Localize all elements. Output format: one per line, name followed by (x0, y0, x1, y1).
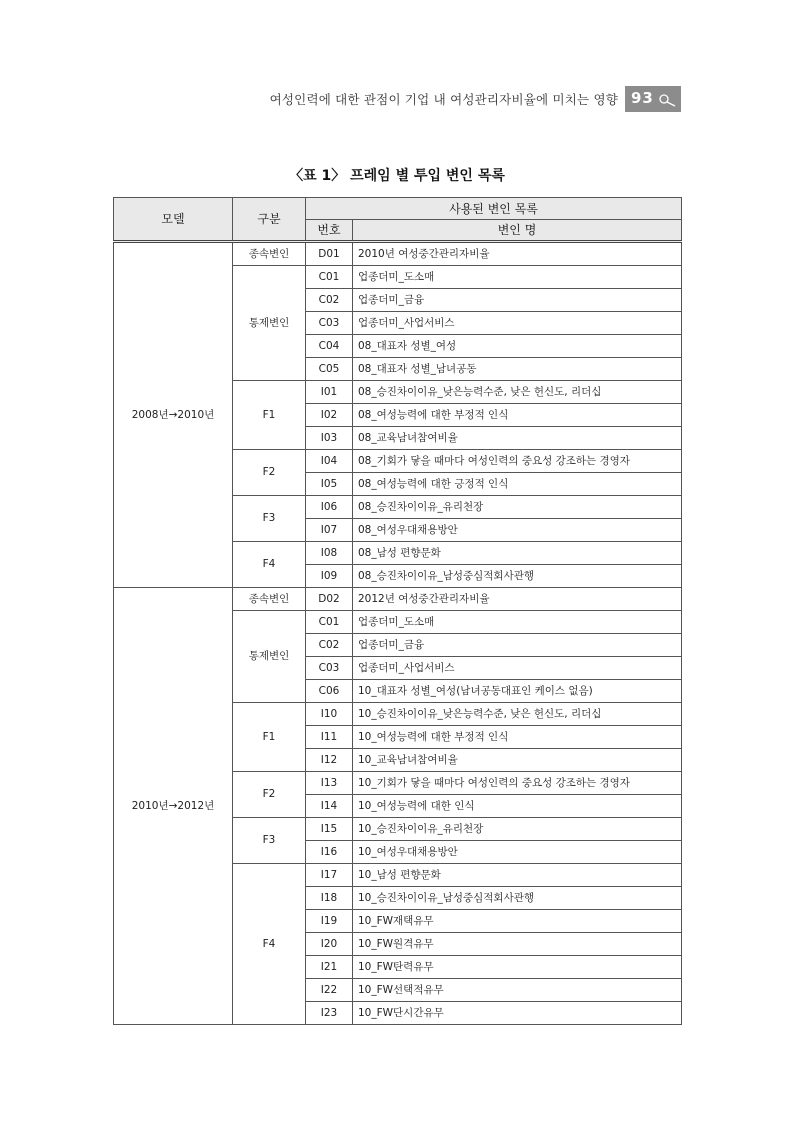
var-number-cell: I01 (306, 381, 353, 404)
var-name-cell: 업종더미_사업서비스 (353, 312, 682, 335)
table-row (114, 242, 682, 266)
category-cell: 종속변인 (233, 588, 306, 611)
var-name-cell: 08_승진차이이유_낮은능력수준, 낮은 헌신도, 리더십 (353, 381, 682, 404)
category-cell: 통제변인 (233, 611, 306, 703)
var-name-cell: 08_승진차이이유_남성중심적회사관행 (353, 565, 682, 588)
var-number-cell: I18 (306, 887, 353, 910)
var-name-cell: 10_승진차이이유_유리천장 (353, 818, 682, 841)
category-cell: F2 (233, 450, 306, 496)
category-cell: F1 (233, 381, 306, 450)
category-cell: F3 (233, 818, 306, 864)
var-name-cell: 업종더미_금융 (353, 289, 682, 312)
var-number-cell: I05 (306, 473, 353, 496)
table-header (114, 198, 682, 242)
var-number-cell: I23 (306, 1002, 353, 1025)
var-name-cell: 08_여성능력에 대한 긍정적 인식 (353, 473, 682, 496)
var-number-cell: I22 (306, 979, 353, 1002)
model-cell: 2008년→2010년 (114, 242, 233, 588)
var-name-cell: 업종더미_도소매 (353, 266, 682, 289)
category-cell: F4 (233, 864, 306, 1025)
header-used-vars: 사용된 변인 목록 (306, 198, 682, 220)
category-cell: 통제변인 (233, 266, 306, 381)
var-number-cell: I12 (306, 749, 353, 772)
var-name-cell: 10_여성능력에 대한 인식 (353, 795, 682, 818)
var-name-cell: 08_기회가 닿을 때마다 여성인력의 중요성 강조하는 경영자 (353, 450, 682, 473)
var-name-cell: 08_여성능력에 대한 부정적 인식 (353, 404, 682, 427)
var-name-cell: 10_FW선택적유무 (353, 979, 682, 1002)
var-number-cell: I09 (306, 565, 353, 588)
var-number-cell: I19 (306, 910, 353, 933)
var-name-cell: 10_승진차이이유_낮은능력수준, 낮은 헌신도, 리더십 (353, 703, 682, 726)
var-number-cell: I06 (306, 496, 353, 519)
var-number-cell: C05 (306, 358, 353, 381)
table-caption: 〈표 1〉 프레임 별 투입 변인 목록 (289, 168, 505, 184)
var-name-cell: 10_대표자 성별_여성(남녀공동대표인 케이스 없음) (353, 680, 682, 703)
var-name-cell: 08_대표자 성별_여성 (353, 335, 682, 358)
header-model: 모델 (114, 198, 233, 242)
running-title: 여성인력에 대한 관점이 기업 내 여성관리자비율에 미치는 영향 (269, 92, 618, 107)
var-name-cell: 10_기회가 닿을 때마다 여성인력의 중요성 강조하는 경영자 (353, 772, 682, 795)
var-number-cell: I10 (306, 703, 353, 726)
var-name-cell: 2012년 여성중간관리자비율 (353, 588, 682, 611)
table-row (114, 588, 682, 611)
magnifier-icon (658, 93, 678, 107)
var-name-cell: 업종더미_도소매 (353, 611, 682, 634)
var-name-cell: 10_여성우대채용방안 (353, 841, 682, 864)
model-cell: 2010년→2012년 (114, 588, 233, 1025)
var-name-cell: 업종더미_사업서비스 (353, 657, 682, 680)
var-name-cell: 08_대표자 성별_남녀공동 (353, 358, 682, 381)
var-name-cell: 10_여성능력에 대한 부정적 인식 (353, 726, 682, 749)
var-name-cell: 08_교육남녀참여비율 (353, 427, 682, 450)
var-number-cell: I02 (306, 404, 353, 427)
var-number-cell: C04 (306, 335, 353, 358)
var-number-cell: C02 (306, 634, 353, 657)
var-name-cell: 10_FW재택유무 (353, 910, 682, 933)
category-cell: F3 (233, 496, 306, 542)
var-number-cell: I17 (306, 864, 353, 887)
var-name-cell: 10_남성 편향문화 (353, 864, 682, 887)
table-body (114, 242, 682, 1025)
var-name-cell: 업종더미_금융 (353, 634, 682, 657)
category-cell: F4 (233, 542, 306, 588)
variable-table-wrapper (113, 197, 681, 1025)
var-name-cell: 08_남성 편향문화 (353, 542, 682, 565)
var-number-cell: I13 (306, 772, 353, 795)
var-number-cell: D01 (306, 242, 353, 266)
var-number-cell: I14 (306, 795, 353, 818)
category-cell: F1 (233, 703, 306, 772)
var-number-cell: C02 (306, 289, 353, 312)
category-cell: 종속변인 (233, 242, 306, 266)
var-name-cell: 10_FW단시간유무 (353, 1002, 682, 1025)
page-number: 93 (631, 89, 654, 107)
var-name-cell: 08_승진차이이유_유리천장 (353, 496, 682, 519)
var-name-cell: 10_교육남녀참여비율 (353, 749, 682, 772)
variable-table (113, 197, 682, 1025)
header-var-name: 변인 명 (353, 220, 682, 242)
var-number-cell: I20 (306, 933, 353, 956)
category-cell: F2 (233, 772, 306, 818)
var-number-cell: I16 (306, 841, 353, 864)
var-number-cell: I03 (306, 427, 353, 450)
header-category: 구분 (233, 198, 306, 242)
header-number: 번호 (306, 220, 353, 242)
var-number-cell: D02 (306, 588, 353, 611)
var-number-cell: C03 (306, 657, 353, 680)
var-name-cell: 10_FW탄력유무 (353, 956, 682, 979)
var-number-cell: I04 (306, 450, 353, 473)
var-number-cell: I21 (306, 956, 353, 979)
var-name-cell: 10_승진차이이유_남성중심적회사관행 (353, 887, 682, 910)
var-number-cell: C01 (306, 611, 353, 634)
var-name-cell: 2010년 여성중간관리자비율 (353, 242, 682, 266)
var-number-cell: I11 (306, 726, 353, 749)
var-number-cell: I15 (306, 818, 353, 841)
page-number-box (625, 86, 681, 112)
var-name-cell: 10_FW원격유무 (353, 933, 682, 956)
var-number-cell: C06 (306, 680, 353, 703)
running-header (0, 86, 794, 112)
var-number-cell: I08 (306, 542, 353, 565)
var-name-cell: 08_여성우대채용방안 (353, 519, 682, 542)
var-number-cell: C01 (306, 266, 353, 289)
var-number-cell: C03 (306, 312, 353, 335)
var-number-cell: I07 (306, 519, 353, 542)
